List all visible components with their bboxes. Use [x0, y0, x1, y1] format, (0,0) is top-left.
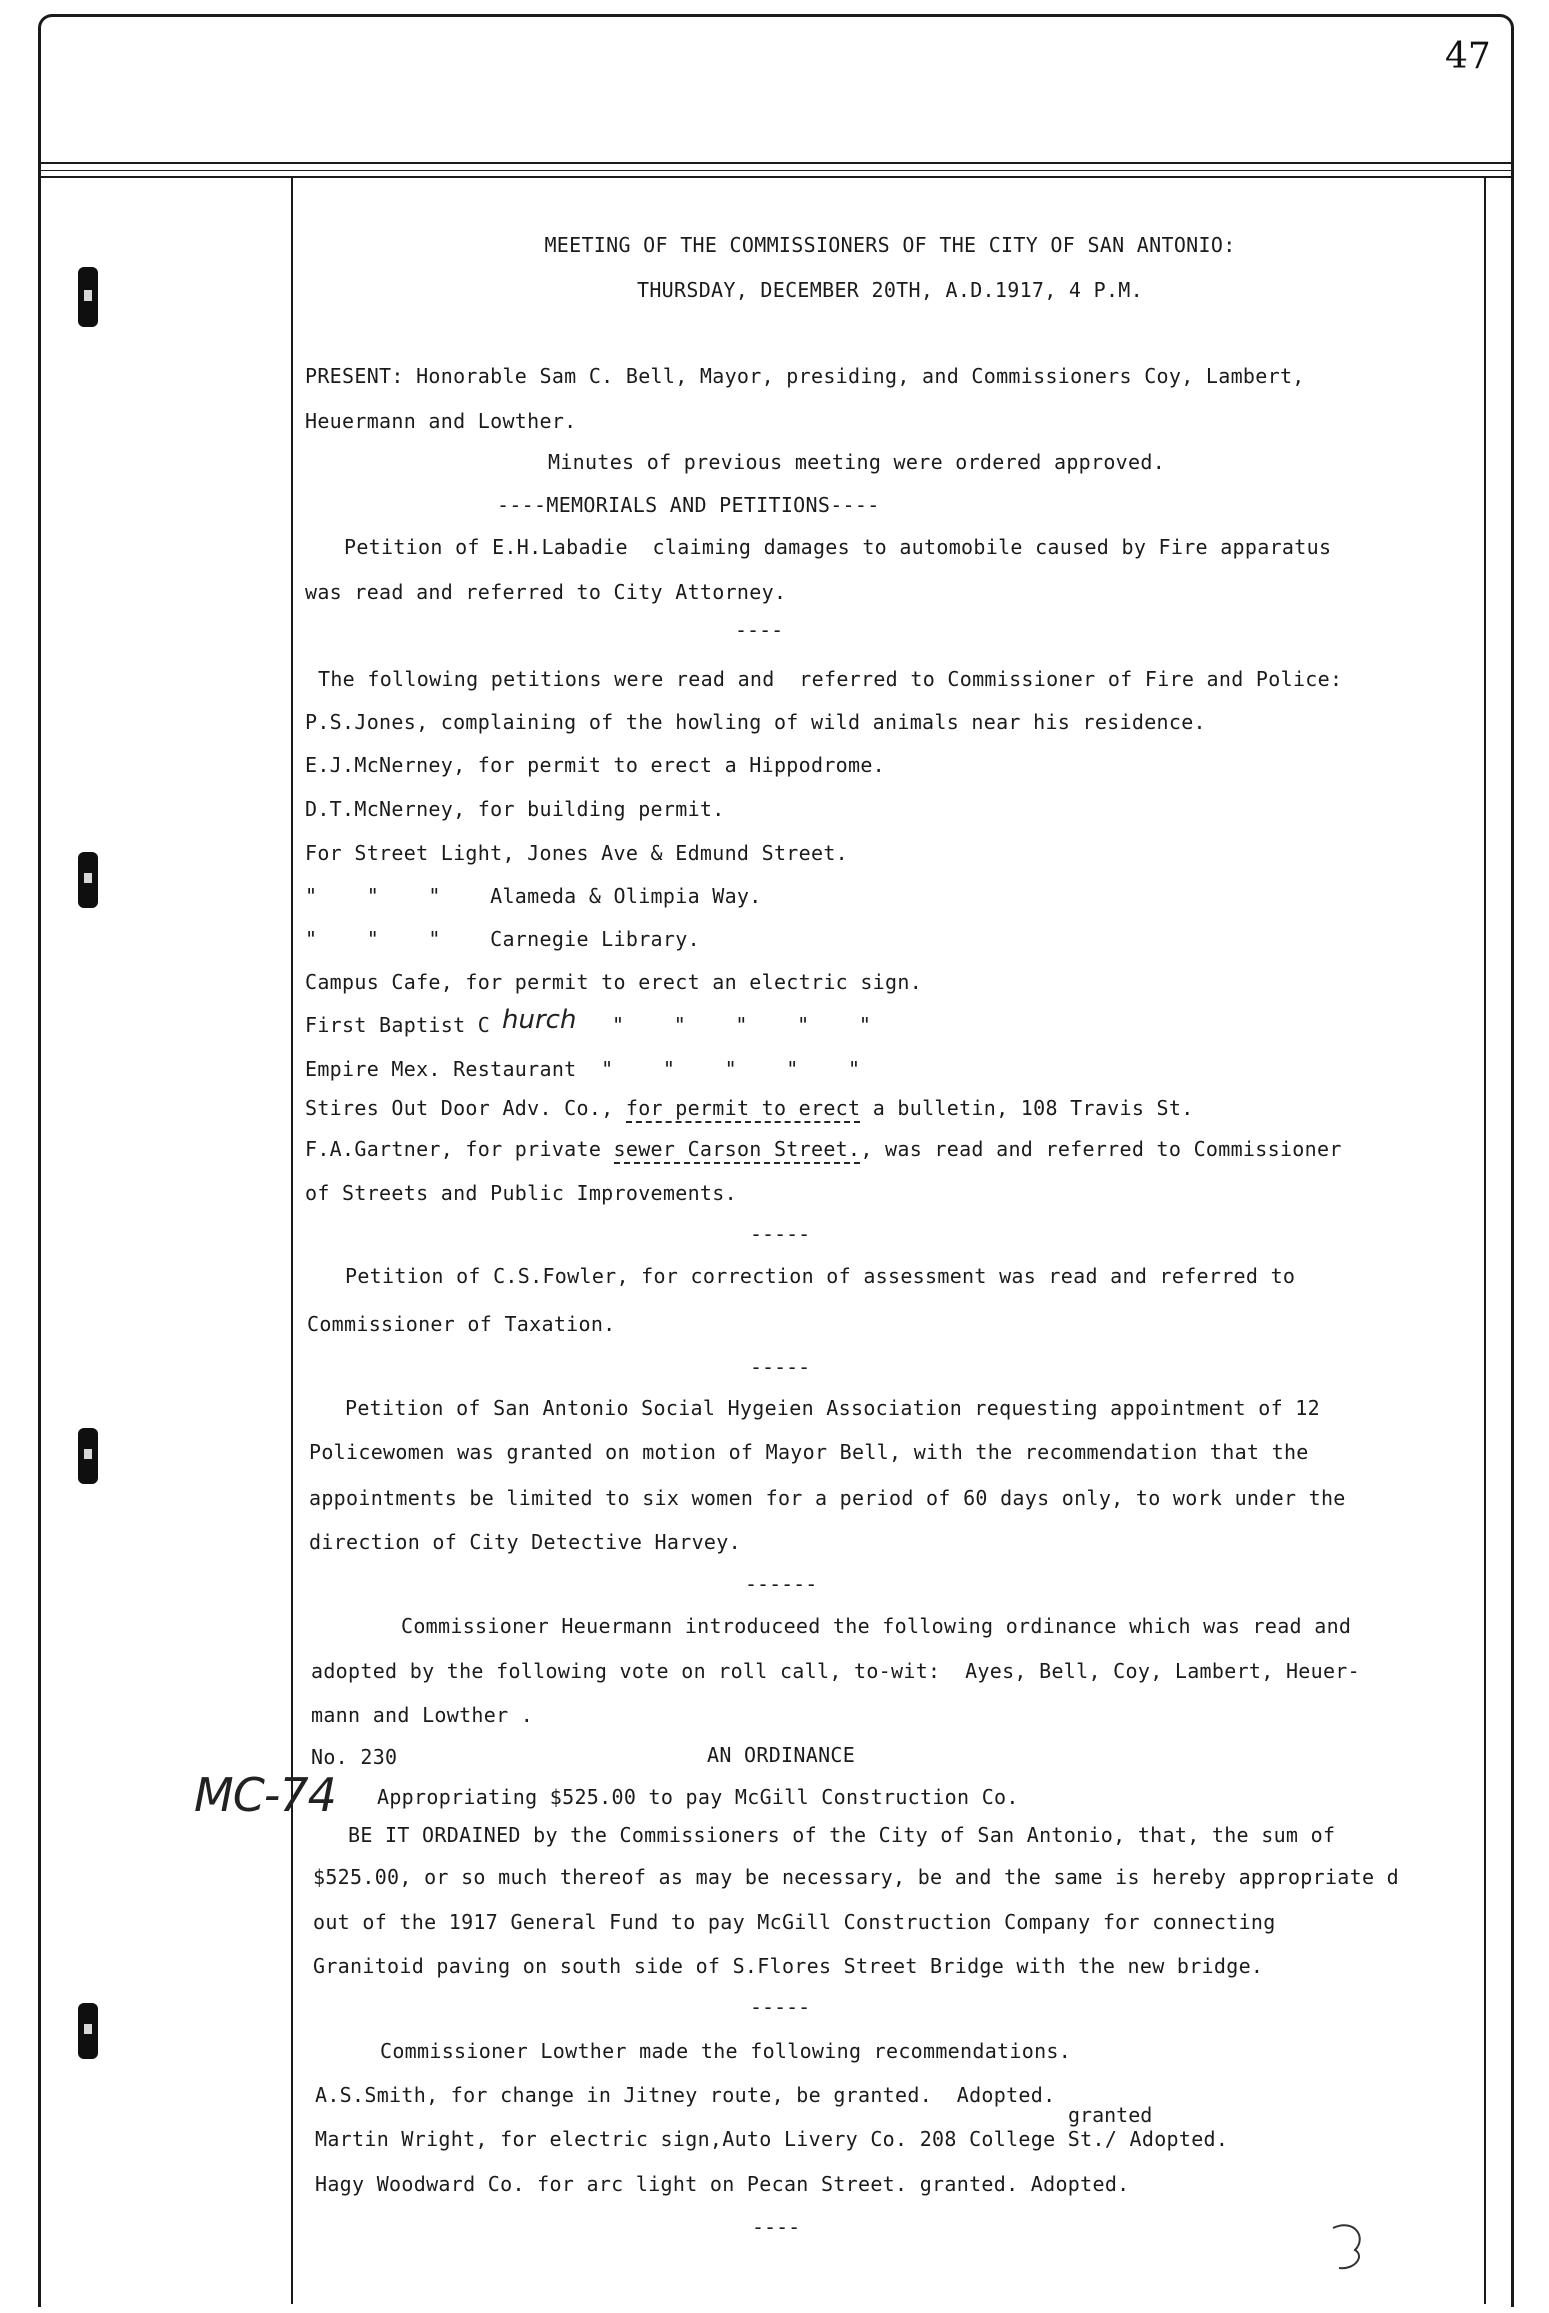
separator: ----- — [750, 1355, 811, 1379]
ordinance-number: No. 230 — [311, 1745, 398, 1769]
present-line-2: Heuermann and Lowther. — [305, 409, 577, 433]
stires-text: Stires Out Door Adv. Co., — [305, 1096, 626, 1120]
right-margin-rule — [1484, 176, 1486, 2304]
separator: ------ — [745, 1572, 818, 1596]
hygeien-line-1: Petition of San Antonio Social Hygeien Association requesting appointment of 12 — [345, 1396, 1320, 1420]
pencil-mark — [1325, 2218, 1385, 2278]
gartner-text: , was read and referred to Commissioner — [860, 1137, 1342, 1161]
separator: ---- — [735, 618, 784, 642]
underlined-text: sewer Carson Street. — [614, 1137, 861, 1164]
lowther-item: A.S.Smith, for change in Jitney route, be granted. Adopted. — [315, 2083, 1056, 2107]
page-number: 47 — [1445, 36, 1491, 77]
fowler-line-1: Petition of C.S.Fowler, for correction of assessment was read and referred to — [345, 1264, 1296, 1288]
binding-hole-marker — [78, 1428, 98, 1484]
stires-text: a bulletin, 108 Travis St. — [860, 1096, 1194, 1120]
hygeien-line-2: Policewomen was granted on motion of Mayor Bell, with the recommendation that the — [309, 1440, 1309, 1464]
gartner-line — [305, 1137, 1342, 1161]
petition-item: For Street Light, Jones Ave & Edmund Street. — [305, 841, 849, 865]
separator: ----- — [750, 1995, 811, 2019]
minutes-approved: Minutes of previous meeting were ordered approved. — [548, 450, 1166, 474]
ordinance-body-4: Granitoid paving on south side of S.Flores Street Bridge with the new bridge. — [313, 1954, 1264, 1978]
meeting-date: THURSDAY, DECEMBER 20TH, A.D.1917, 4 P.M. — [637, 278, 1143, 302]
lowther-item: Martin Wright, for electric sign,Auto Livery Co. 208 College St./ Adopted. — [315, 2127, 1229, 2151]
petition-item: Empire Mex. Restaurant " " " " " — [305, 1057, 861, 1081]
binding-hole-marker — [78, 852, 98, 908]
fowler-line-2: Commissioner of Taxation. — [307, 1312, 616, 1336]
fire-police-intro: The following petitions were read and referred to Commissioner of Fire and Police: — [318, 667, 1343, 691]
petition-item: " " " Carnegie Library. — [305, 927, 700, 951]
heuermann-line-2: adopted by the following vote on roll call, to-wit: Ayes, Bell, Coy, Lambert, Heuer- — [311, 1659, 1360, 1683]
ordinance-body-2: $525.00, or so much thereof as may be necessary, be and the same is hereby appropriate d — [313, 1865, 1400, 1889]
petition-item: P.S.Jones, complaining of the howling of wild animals near his residence. — [305, 710, 1206, 734]
ordinance-title: AN ORDINANCE — [707, 1743, 856, 1767]
hygeien-line-3: appointments be limited to six women for a period of 60 days only, to work under the — [309, 1486, 1346, 1510]
heuermann-line-3: mann and Lowther . — [311, 1703, 534, 1727]
separator: ---- — [752, 2215, 801, 2239]
present-line-1: PRESENT: Honorable Sam C. Bell, Mayor, presiding, and Commissioners Coy, Lambert, — [305, 364, 1305, 388]
petition-item: First Baptist C — [305, 1013, 491, 1037]
separator: ----- — [750, 1222, 811, 1246]
hygeien-line-4: direction of City Detective Harvey. — [309, 1530, 741, 1554]
petition-item: " " " Alameda & Olimpia Way. — [305, 884, 762, 908]
handwritten-correction: hurch — [502, 1005, 577, 1035]
petition-item: Campus Cafe, for permit to erect an electric sign. — [305, 970, 923, 994]
lowther-item: Hagy Woodward Co. for arc light on Pecan Street. granted. Adopted. — [315, 2172, 1130, 2196]
stires-line — [305, 1096, 1194, 1120]
underlined-text: for permit to erect — [626, 1096, 860, 1123]
meeting-title: MEETING OF THE COMMISSIONERS OF THE CITY OF SAN ANTONIO: — [544, 233, 1236, 257]
interlinear-insert: granted — [1068, 2103, 1153, 2127]
labadie-line-2: was read and referred to City Attorney. — [305, 580, 787, 604]
binding-hole-marker — [78, 267, 98, 327]
ordinance-body-1: BE IT ORDAINED by the Commissioners of the City of San Antonio, that, the sum of — [348, 1823, 1336, 1847]
ditto-marks: " " " " " — [612, 1013, 872, 1037]
lowther-intro: Commissioner Lowther made the following recommendations. — [380, 2039, 1072, 2063]
ordinance-body-3: out of the 1917 General Fund to pay McGill Construction Company for connecting — [313, 1910, 1276, 1934]
gartner-line-2: of Streets and Public Improvements. — [305, 1181, 737, 1205]
heuermann-line-1: Commissioner Heuermann introduceed the following ordinance which was read and — [401, 1614, 1352, 1638]
margin-note: MC-74 — [194, 1768, 336, 1822]
ordinance-caption: Appropriating $525.00 to pay McGill Construction Co. — [377, 1785, 1019, 1809]
labadie-line-1: Petition of E.H.Labadie claiming damages to automobile caused by Fire apparatus — [344, 535, 1332, 559]
ruled-line — [38, 162, 1511, 164]
ruled-line — [38, 176, 1511, 178]
petition-item: E.J.McNerney, for permit to erect a Hippodrome. — [305, 753, 886, 777]
ruled-line — [38, 170, 1511, 171]
left-margin-rule — [291, 176, 293, 2304]
binding-hole-marker — [78, 2003, 98, 2059]
section-title: ----MEMORIALS AND PETITIONS---- — [497, 493, 880, 517]
gartner-text: F.A.Gartner, for private — [305, 1137, 614, 1161]
petition-item: D.T.McNerney, for building permit. — [305, 797, 725, 821]
